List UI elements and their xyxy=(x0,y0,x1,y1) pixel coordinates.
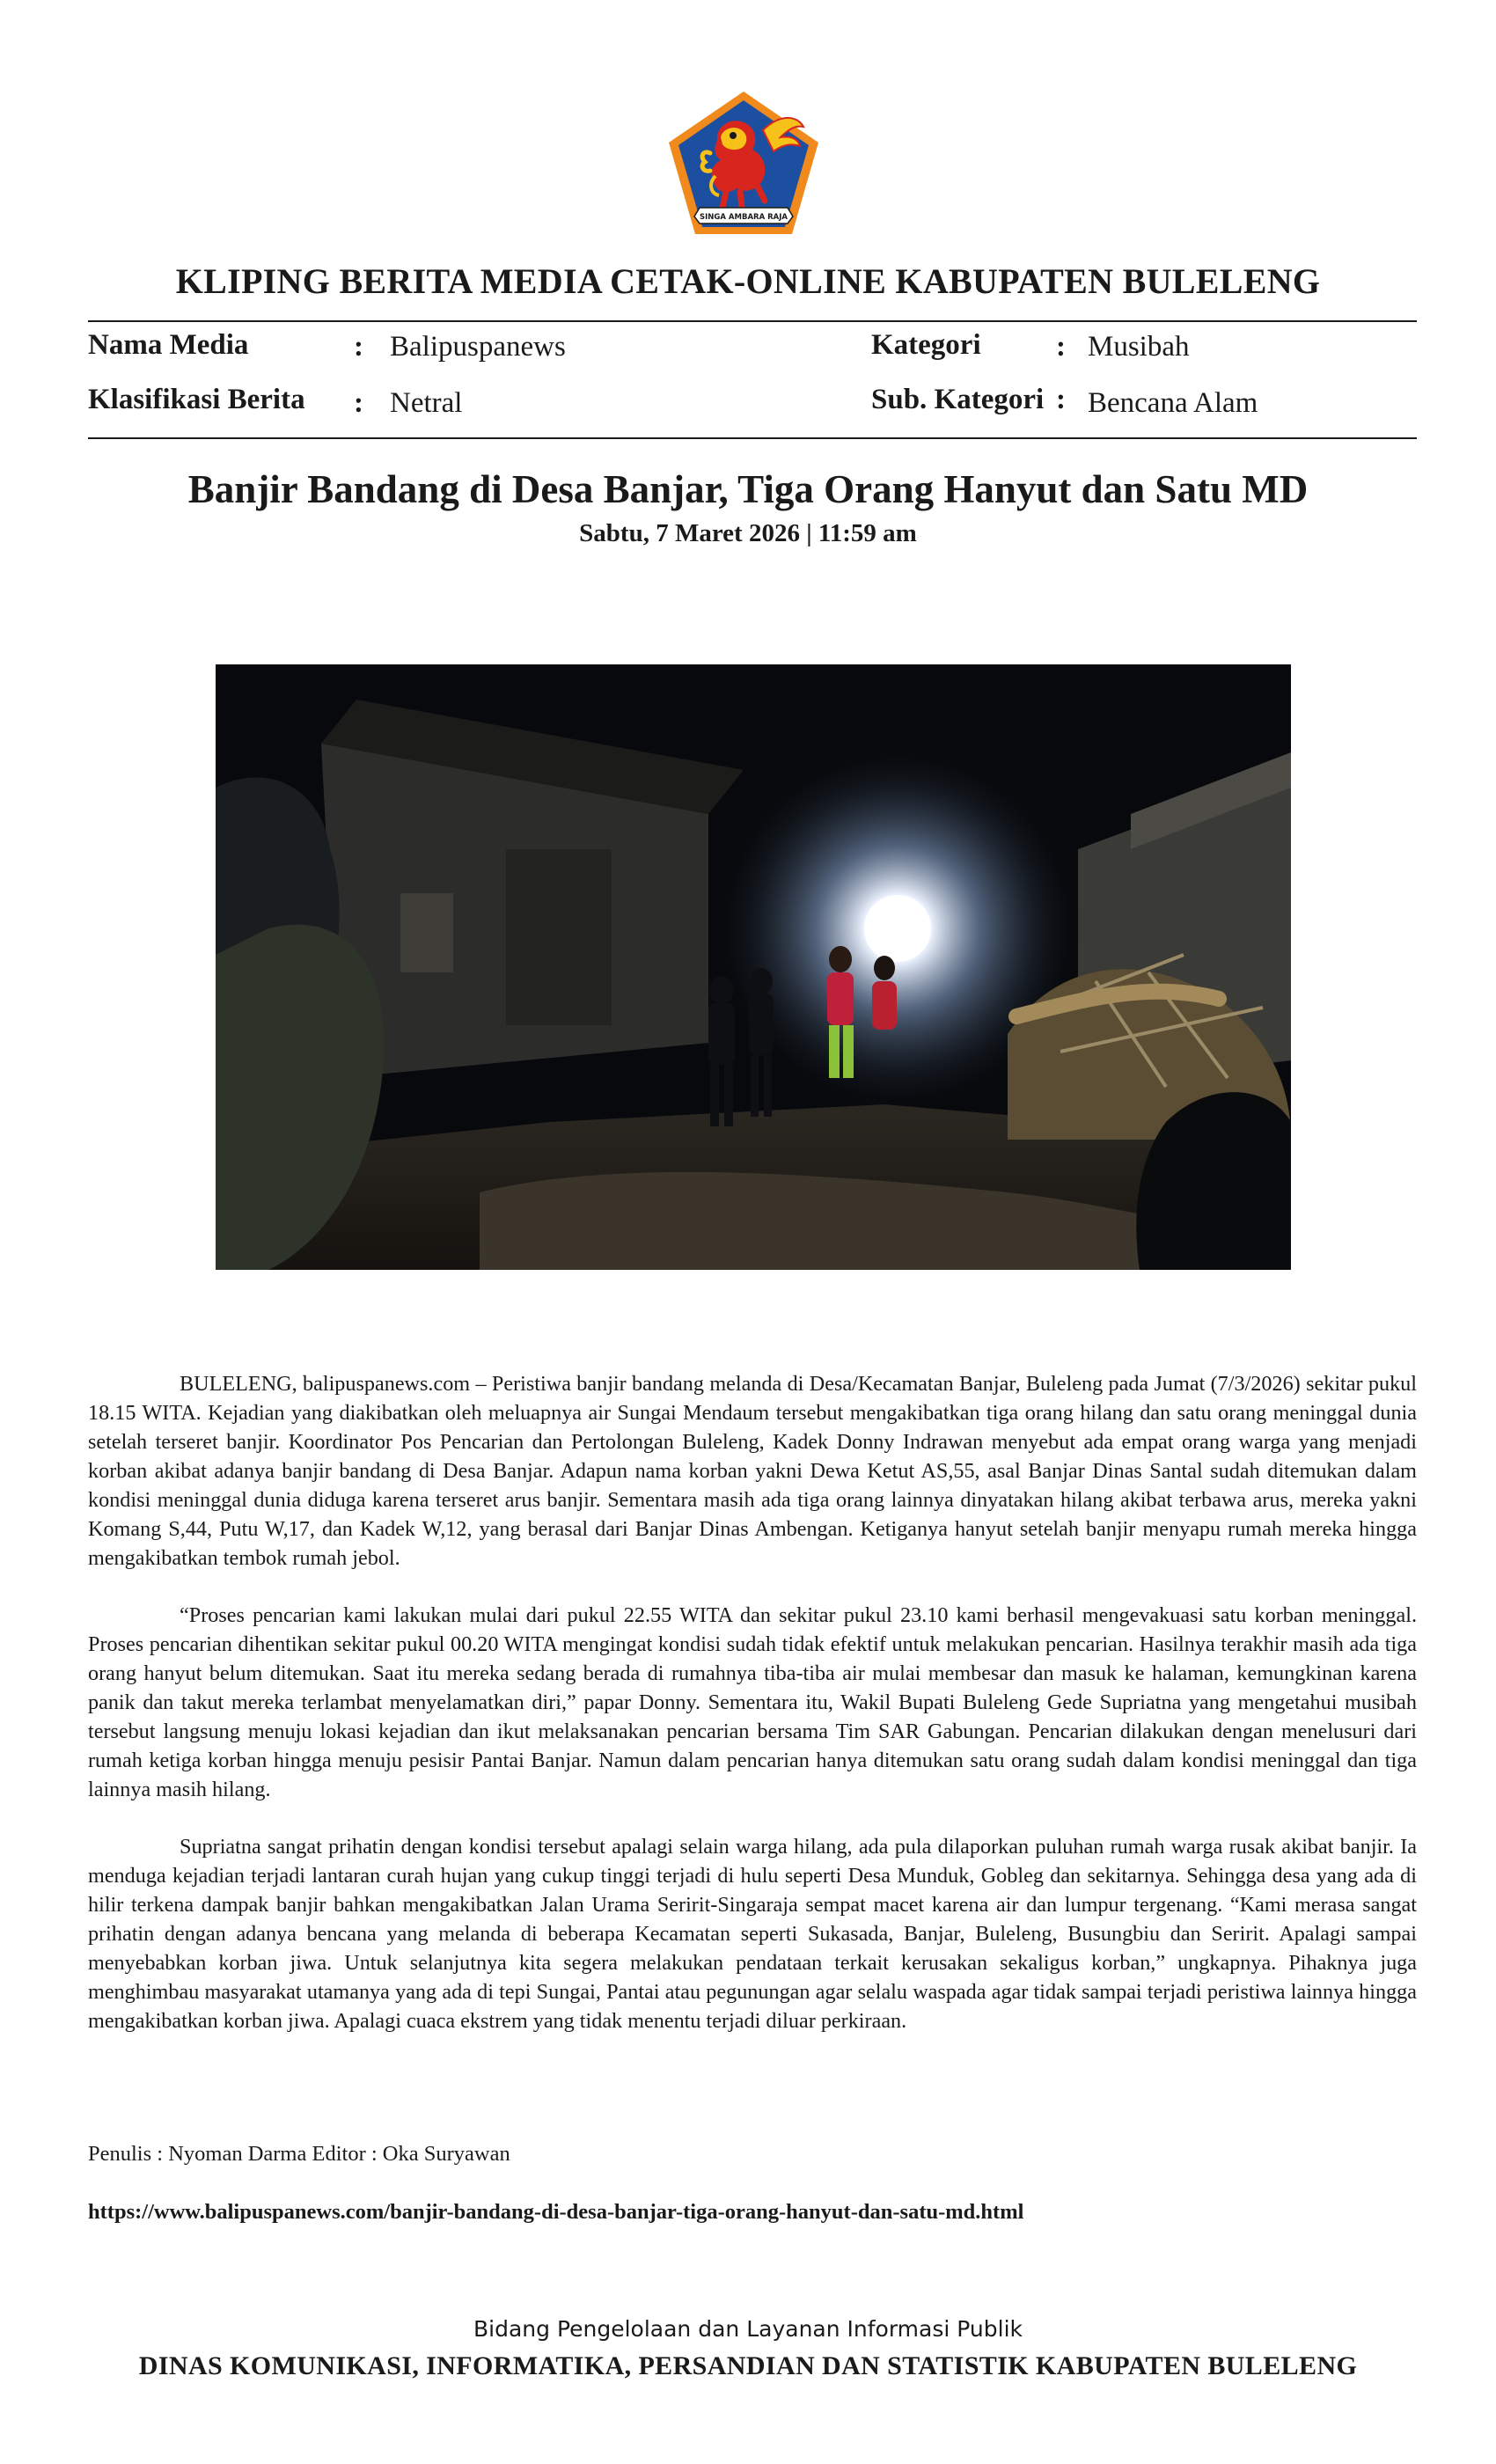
document-header-title: KLIPING BERITA MEDIA CETAK-ONLINE KABUPATEN BULELENG xyxy=(175,261,1321,301)
logo-caption: SINGA AMBARA RAJA xyxy=(700,213,788,222)
footer-department: Bidang Pengelolaan dan Layanan Informasi Publik xyxy=(473,2316,1023,2342)
article-paragraph: “Proses pencarian kami lakukan mulai dari pukul 22.55 WITA dan sekitar pukul 23.10 kami berhasil mengevakuasi satu korban meninggal. Proses pencarian dihentikan sekitar pukul 00.20 WITA mengingat kondisi sudah tidak efektif untuk melakukan pencarian. Hasilnya terakhir masih ada tiga orang hanyut belum ditemukan. Saat itu mereka sedang berada di rumahnya tiba-tiba air mulai membesar dan masuk ke halaman, kemungkinan karena panik dan takut mereka terlambat menyelamatkan diri,” papar Donny. Sementara itu, Wakil Bupati Buleleng Gede Supriatna yang mengetahui musibah tersebut langsung menuju lokasi kejadian dan ikut melaksanakan pencarian bersama Tim SAR Gabungan. Pencarian dilakukan dengan menelusuri dari rumah ketiga korban hingga menuju pesisir Pantai Banjar. Namun dalam pencarian hanya ditemukan satu orang sudah dalam kondisi meninggal dan tiga lainnya masih hilang. xyxy=(88,1603,1417,1801)
article-date: Sabtu, 7 Maret 2026 | 11:59 am xyxy=(579,519,917,547)
subkategori-value: Bencana Alam xyxy=(1088,387,1258,419)
kategori-label: Kategori xyxy=(871,329,981,361)
subkategori-colon: : xyxy=(1056,384,1066,415)
media-label: Nama Media xyxy=(88,329,249,361)
header-divider-bottom xyxy=(88,437,1417,439)
kategori-value: Musibah xyxy=(1088,331,1190,363)
klasifikasi-value: Netral xyxy=(390,387,463,419)
media-value: Balipuspanews xyxy=(390,331,566,363)
klasifikasi-label: Klasifikasi Berita xyxy=(88,384,305,415)
klasifikasi-colon: : xyxy=(354,387,363,419)
header-divider-top xyxy=(88,320,1417,322)
news-photo xyxy=(216,664,1291,1270)
buleleng-logo-icon xyxy=(664,88,823,238)
article-body xyxy=(88,1369,1417,2064)
article-title: Banjir Bandang di Desa Banjar, Tiga Orang Hanyut dan Satu MD xyxy=(187,467,1309,511)
subkategori-label: Sub. Kategori xyxy=(871,384,1045,415)
article-paragraph: Supriatna sangat prihatin dengan kondisi tersebut apalagi selain warga hilang, ada pula dilaporkan puluhan rumah warga rusak akibat banjir. Ia menduga kejadian terjadi lantaran curah hujan yang cukup tinggi terjadi di hulu seperti Desa Munduk, Gobleg dan sekitarnya. Sehingga desa yang ada di hilir terkena dampak banjir bahkan mengakibatkan Jalan Urama Seririt-Singaraja sempat macet karena air dan lumpur tergenang. “Kami merasa sangat prihatin dengan adanya bencana yang melanda di beberapa Kecamatan seperti Sukasada, Banjar, Buleleng, Busungbiu dan Seririt. Apalagi sampai menyebabkan korban jiwa. Untuk selanjutnya kita segera melakukan pendataan terkait kerusakan sekaligus korban,” ungkapnya. Pihaknya juga menghimbau masyarakat utamanya yang ada di tepi Sungai, Pantai atau pegunungan agar selalu waspada agar tidak sampai terjadi peristiwa lainnya hingga mengakibatkan korban jiwa. Apalagi cuaca ekstrem yang tidak menentu terjadi diluar perkiraan. xyxy=(88,1835,1417,2033)
footer-agency: DINAS KOMUNIKASI, INFORMATIKA, PERSANDIAN DAN STATISTIK KABUPATEN BULELENG xyxy=(138,2351,1358,2380)
flood-rescue-image-icon xyxy=(216,664,1291,1270)
source-url-link[interactable]: https://www.balipuspanews.com/banjir-bandang-di-desa-banjar-tiga-orang-hanyut-dan-satu-md.html xyxy=(88,2200,1024,2224)
kategori-colon: : xyxy=(1056,331,1066,363)
article-credits: Penulis : Nyoman Darma Editor : Oka Suryawan xyxy=(88,2142,510,2166)
article-paragraph: BULELENG, balipuspanews.com – Peristiwa banjir bandang melanda di Desa/Kecamatan Banjar, Buleleng pada Jumat (7/3/2026) sekitar pukul 18.15 WITA. Kejadian yang diakibatkan oleh meluapnya air Sungai Mendaum tersebut mengakibatkan tiga orang hilang dan satu orang meninggal dunia setelah terseret banjir. Koordinator Pos Pencarian dan Pertolongan Buleleng, Kadek Donny Indrawan menyebut ada empat orang warga yang menjadi korban akibat adanya banjir bandang di Desa Banjar. Adapun nama korban yakni Dewa Ketut AS,55, asal Banjar Dinas Santal sudah ditemukan dalam kondisi meninggal dunia diduga karena terseret arus banjir. Sementara masih ada tiga orang lainnya dinyatakan hilang akibat terbawa arus, mereka yakni Komang S,44, Putu W,17, dan Kadek W,12, yang berasal dari Banjar Dinas Ambengan. Ketiganya hanyut setelah banjir menyapu rumah mereka hingga mengakibatkan tembok rumah jebol. xyxy=(88,1372,1417,1570)
media-colon: : xyxy=(354,331,363,363)
